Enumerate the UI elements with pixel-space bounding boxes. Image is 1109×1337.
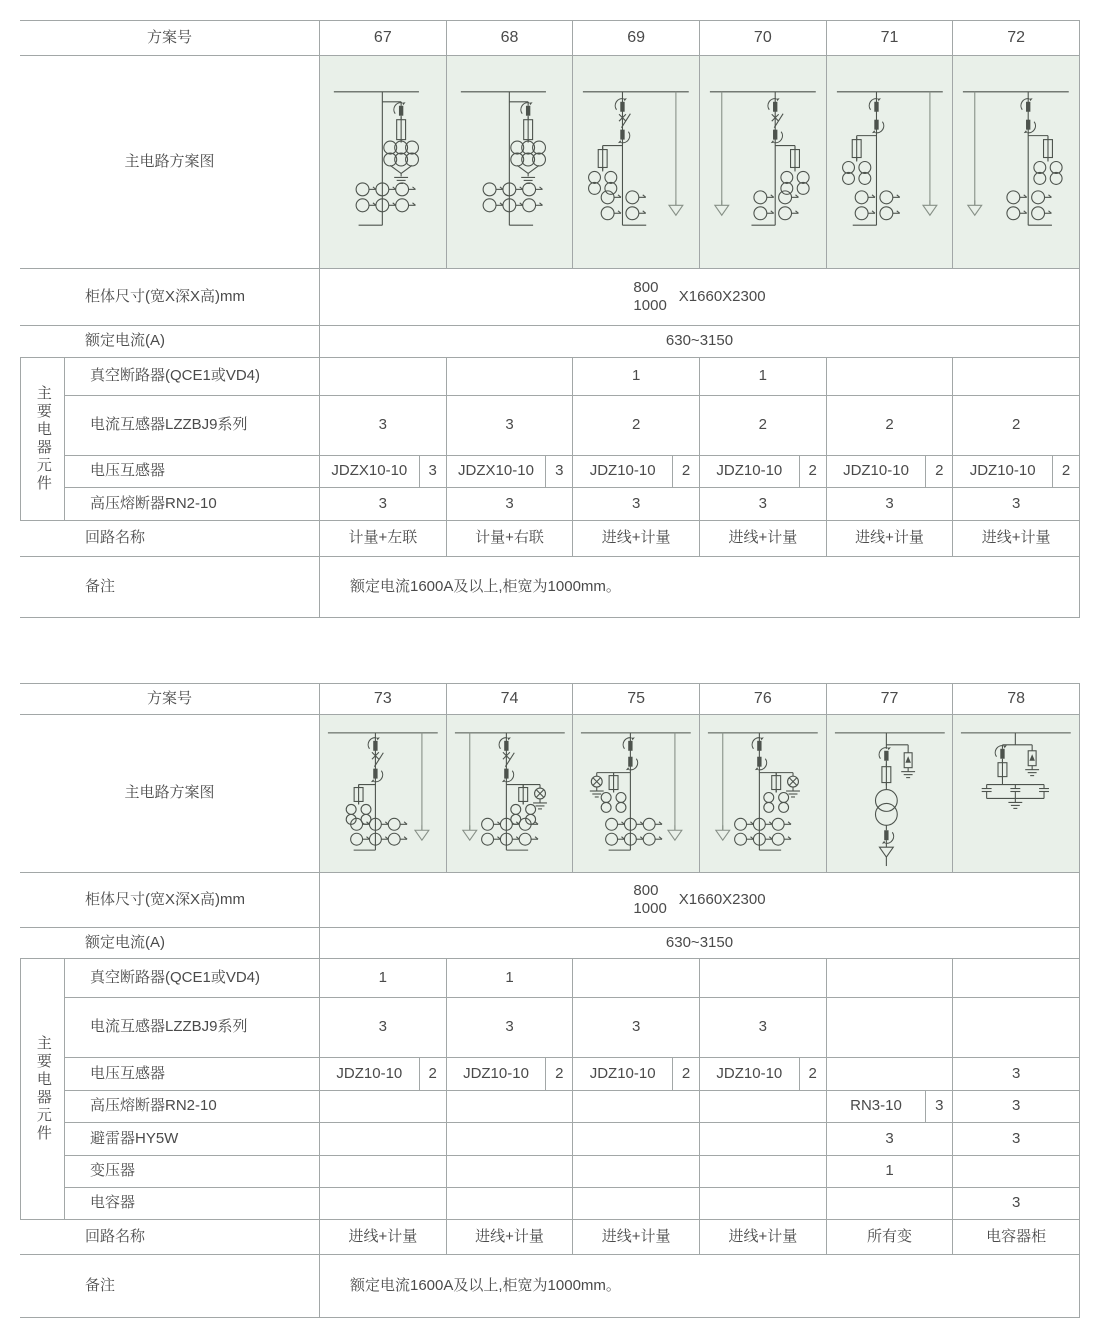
component-qty-cell: 1: [447, 959, 574, 998]
component-qty-cell: [827, 358, 954, 396]
component-model: JDZ10-10: [589, 462, 656, 480]
component-qty-cell: [573, 456, 700, 488]
circuit-name-label: 回路名称: [20, 1220, 320, 1255]
component-qty-cell: [447, 1091, 574, 1123]
remark-value: 额定电流1600A及以上,柜宽为1000mm。: [320, 1255, 1080, 1318]
component-qty-cell: 2: [700, 396, 827, 456]
component-qty: 2: [799, 1058, 826, 1090]
scheme-number-73: 73: [320, 684, 447, 715]
component-qty-cell: 3: [320, 998, 447, 1058]
circuit-name-cell: 计量+右联: [447, 521, 574, 557]
component-qty-cell: [447, 1188, 574, 1220]
component-qty: 2: [799, 456, 826, 487]
one-line-diagram-74-icon: [447, 715, 573, 872]
scheme-number-74: 74: [447, 684, 574, 715]
cabinet-depth-height: X1660X2300: [678, 287, 766, 305]
component-qty: 2: [1052, 456, 1079, 487]
component-qty-cell: [953, 358, 1080, 396]
circuit-name-cell: 进线+计量: [953, 521, 1080, 557]
component-group-label: [20, 959, 65, 1220]
component-qty-cell: 1: [320, 959, 447, 998]
circuit-diagram-71: [827, 56, 954, 269]
scheme-number-78: 78: [953, 684, 1080, 715]
scheme-table-67-72: [20, 20, 1080, 618]
component-row-label: 电压互感器: [65, 1058, 320, 1091]
scheme-number-68: 68: [447, 21, 574, 56]
component-qty-cell: [827, 456, 954, 488]
component-qty-cell: [573, 1156, 700, 1188]
component-model: JDZ10-10: [716, 462, 783, 480]
component-qty-cell: [573, 959, 700, 998]
rated-current-label: 额定电流(A): [20, 326, 320, 358]
component-row-label: 避雷器HY5W: [65, 1123, 320, 1156]
component-qty: 2: [925, 456, 952, 487]
component-qty-cell: [447, 1058, 574, 1091]
main-circuit-diagram-label: 主电路方案图: [20, 715, 320, 873]
component-qty-cell: [320, 358, 447, 396]
scheme-number-77: 77: [827, 684, 954, 715]
component-row-label: 电容器: [65, 1188, 320, 1220]
component-qty: 3: [545, 456, 572, 487]
component-qty-cell: [700, 959, 827, 998]
component-group-vertical-text: 主要电器元件: [34, 385, 52, 493]
one-line-diagram-77-icon: [827, 715, 953, 872]
circuit-diagram-72: [953, 56, 1080, 269]
component-qty-cell: 1: [827, 1156, 954, 1188]
component-group-label: [20, 358, 65, 521]
component-qty-cell: 3: [700, 998, 827, 1058]
component-model: JDZ10-10: [843, 462, 909, 480]
circuit-name-cell: 进线+计量: [827, 521, 954, 557]
main-circuit-diagram-label: 主电路方案图: [20, 56, 320, 269]
cabinet-size-label: 柜体尺寸(宽X深X高)mm: [20, 269, 320, 326]
component-model: JDZX10-10: [458, 462, 534, 480]
component-row-label: 变压器: [65, 1156, 320, 1188]
circuit-diagram-70: [700, 56, 827, 269]
circuit-diagram-78: [953, 715, 1080, 873]
component-qty: 2: [419, 1058, 446, 1090]
component-qty-cell: [700, 456, 827, 488]
scheme-no-header-label: 方案号: [20, 684, 320, 715]
component-row-label: 电流互感器LZZBJ9系列: [65, 998, 320, 1058]
scheme-number-76: 76: [700, 684, 827, 715]
component-qty-cell: [700, 1188, 827, 1220]
cabinet-width-options: 800 1000: [633, 882, 667, 917]
scheme-number-75: 75: [573, 684, 700, 715]
component-qty-cell: 2: [827, 396, 954, 456]
component-qty-cell: [827, 1058, 954, 1091]
component-qty-cell: [320, 1188, 447, 1220]
scheme-no-header-label: 方案号: [20, 21, 320, 56]
component-qty-cell: [827, 1188, 954, 1220]
component-qty-cell: [573, 1091, 700, 1123]
component-qty-cell: 3: [953, 1058, 1080, 1091]
one-line-diagram-71-icon: [827, 56, 953, 268]
component-qty-cell: 3: [447, 396, 574, 456]
component-qty-cell: 1: [573, 358, 700, 396]
component-qty-cell: 3: [953, 1188, 1080, 1220]
component-qty-cell: 3: [573, 488, 700, 521]
one-line-diagram-70-icon: [700, 56, 826, 268]
switchgear-scheme-catalog-page: [20, 20, 1080, 1318]
circuit-name-cell: 所有变: [827, 1220, 954, 1255]
cabinet-size-value: [320, 873, 1080, 928]
component-qty-cell: [573, 1058, 700, 1091]
component-group-vertical-text: 主要电器元件: [34, 1035, 52, 1143]
component-qty-cell: [320, 456, 447, 488]
circuit-name-label: 回路名称: [20, 521, 320, 557]
component-qty-cell: 3: [573, 998, 700, 1058]
component-model: JDZ10-10: [463, 1064, 529, 1082]
component-qty-cell: [447, 358, 574, 396]
scheme-table-73-78: [20, 683, 1080, 1318]
component-qty-cell: 3: [953, 488, 1080, 521]
scheme-number-71: 71: [827, 21, 954, 56]
circuit-diagram-77: [827, 715, 954, 873]
one-line-diagram-73-icon: [320, 715, 446, 872]
remark-label: 备注: [20, 1255, 320, 1318]
component-qty-cell: 2: [953, 396, 1080, 456]
scheme-number-70: 70: [700, 21, 827, 56]
circuit-name-cell: 进线+计量: [700, 1220, 827, 1255]
component-qty-cell: [320, 1091, 447, 1123]
one-line-diagram-75-icon: [573, 715, 699, 872]
component-model: JDZX10-10: [331, 462, 408, 480]
scheme-number-67: 67: [320, 21, 447, 56]
component-qty-cell: [447, 1156, 574, 1188]
component-model: RN3-10: [850, 1097, 902, 1115]
rated-current-value: 630~3150: [320, 928, 1080, 959]
component-qty-cell: [320, 1123, 447, 1156]
circuit-diagram-67: [320, 56, 447, 269]
component-qty-cell: [320, 1058, 447, 1091]
one-line-diagram-69-icon: [573, 56, 699, 268]
component-qty-cell: [573, 1123, 700, 1156]
one-line-diagram-72-icon: [953, 56, 1079, 268]
one-line-diagram-67-icon: [320, 56, 446, 268]
component-row-label: 电流互感器LZZBJ9系列: [65, 396, 320, 456]
circuit-diagram-68: [447, 56, 574, 269]
circuit-name-cell: 进线+计量: [447, 1220, 574, 1255]
component-qty: 2: [672, 456, 699, 487]
circuit-name-cell: 进线+计量: [700, 521, 827, 557]
component-qty-cell: 1: [700, 358, 827, 396]
component-qty-cell: 3: [827, 1123, 954, 1156]
remark-value: 额定电流1600A及以上,柜宽为1000mm。: [320, 557, 1080, 618]
component-qty-cell: 3: [953, 1091, 1080, 1123]
circuit-diagram-73: [320, 715, 447, 873]
rated-current-value: 630~3150: [320, 326, 1080, 358]
component-qty-cell: [953, 1156, 1080, 1188]
circuit-name-cell: 进线+计量: [573, 521, 700, 557]
cabinet-depth-height: X1660X2300: [678, 890, 766, 908]
component-qty-cell: 3: [320, 488, 447, 521]
component-qty-cell: [953, 456, 1080, 488]
component-qty-cell: [953, 959, 1080, 998]
component-model: JDZ10-10: [589, 1064, 656, 1082]
component-qty-cell: [447, 1123, 574, 1156]
component-qty-cell: [700, 1156, 827, 1188]
component-qty-cell: [827, 959, 954, 998]
component-model: JDZ10-10: [336, 1064, 403, 1082]
one-line-diagram-76-icon: [700, 715, 826, 872]
component-qty-cell: 3: [320, 396, 447, 456]
component-qty-cell: [447, 456, 574, 488]
component-qty-cell: 3: [827, 488, 954, 521]
component-row-label: 高压熔断器RN2-10: [65, 1091, 320, 1123]
component-qty-cell: [700, 1091, 827, 1123]
component-qty-cell: [573, 1188, 700, 1220]
circuit-name-cell: 进线+计量: [573, 1220, 700, 1255]
component-qty-cell: [953, 998, 1080, 1058]
circuit-diagram-69: [573, 56, 700, 269]
component-model: JDZ10-10: [969, 462, 1036, 480]
scheme-number-72: 72: [953, 21, 1080, 56]
component-row-label: 电压互感器: [65, 456, 320, 488]
one-line-diagram-68-icon: [447, 56, 573, 268]
circuit-name-cell: 进线+计量: [320, 1220, 447, 1255]
rated-current-label: 额定电流(A): [20, 928, 320, 959]
component-qty-cell: [827, 998, 954, 1058]
circuit-name-cell: 电容器柜: [953, 1220, 1080, 1255]
circuit-diagram-75: [573, 715, 700, 873]
component-model: JDZ10-10: [716, 1064, 783, 1082]
scheme-number-69: 69: [573, 21, 700, 56]
component-qty-cell: [700, 1058, 827, 1091]
circuit-diagram-74: [447, 715, 574, 873]
circuit-diagram-76: [700, 715, 827, 873]
component-qty-cell: 3: [447, 488, 574, 521]
component-row-label: 高压熔断器RN2-10: [65, 488, 320, 521]
component-qty-cell: 3: [447, 998, 574, 1058]
component-qty: 3: [925, 1091, 952, 1122]
component-qty: 2: [672, 1058, 699, 1090]
component-qty-cell: 3: [953, 1123, 1080, 1156]
remark-label: 备注: [20, 557, 320, 618]
cabinet-size-value: [320, 269, 1080, 326]
component-qty-cell: [320, 1156, 447, 1188]
cabinet-width-options: 800 1000: [633, 279, 667, 314]
component-qty: 2: [545, 1058, 572, 1090]
one-line-diagram-78-icon: [953, 715, 1079, 872]
component-qty-cell: 2: [573, 396, 700, 456]
component-qty-cell: [700, 1123, 827, 1156]
cabinet-size-label: 柜体尺寸(宽X深X高)mm: [20, 873, 320, 928]
component-qty: 3: [419, 456, 446, 487]
component-qty-cell: [827, 1091, 954, 1123]
component-row-label: 真空断路器(QCE1或VD4): [65, 959, 320, 998]
component-qty-cell: 3: [700, 488, 827, 521]
circuit-name-cell: 计量+左联: [320, 521, 447, 557]
component-row-label: 真空断路器(QCE1或VD4): [65, 358, 320, 396]
